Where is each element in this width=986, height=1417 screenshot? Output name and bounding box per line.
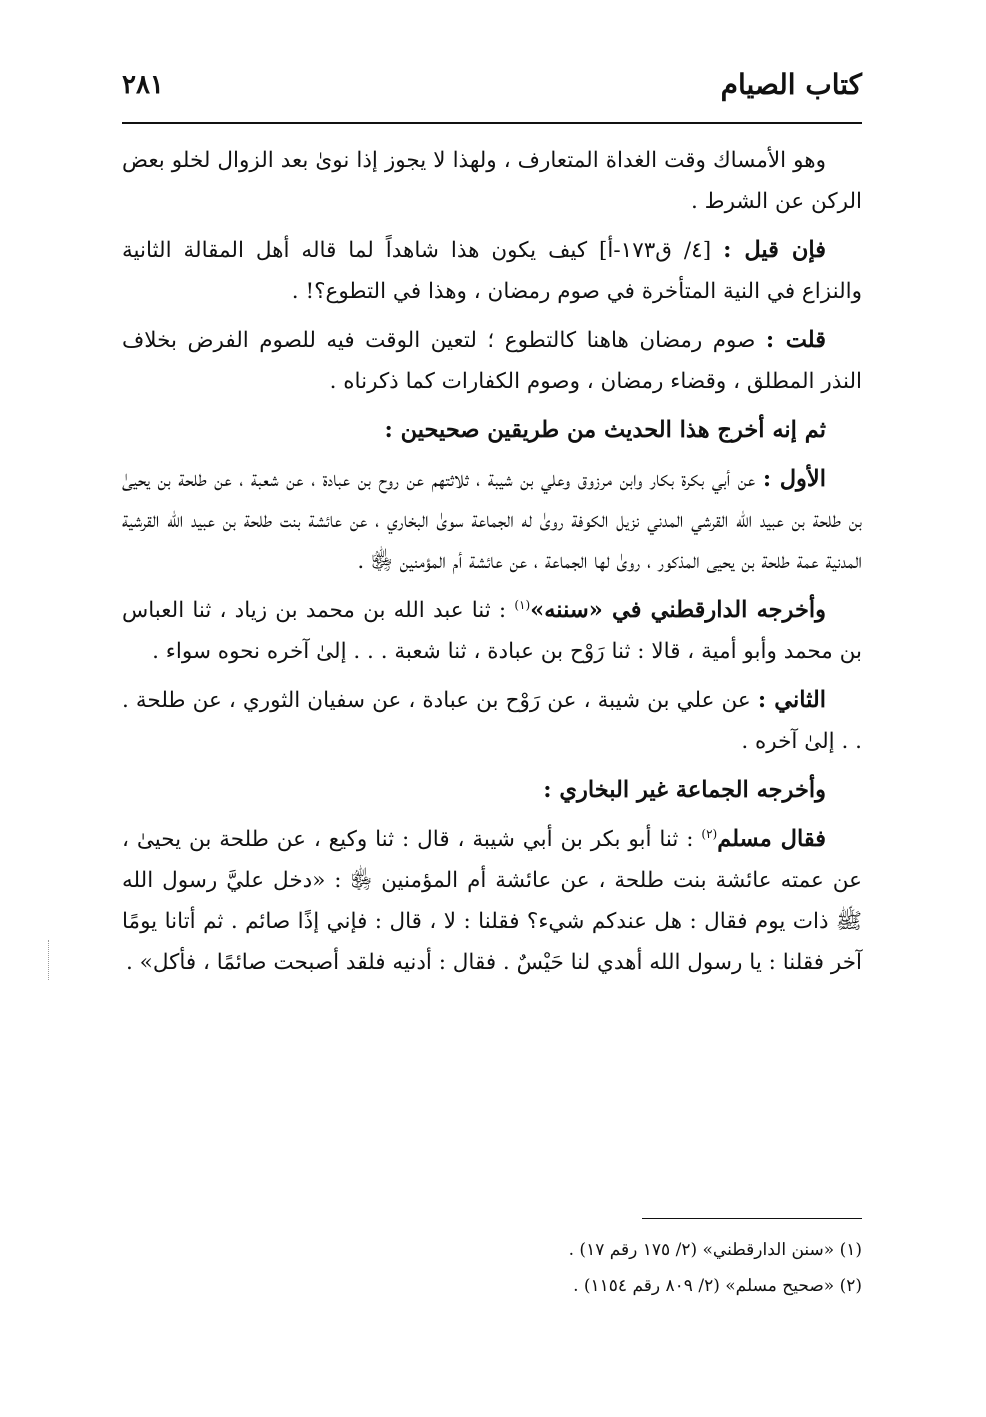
paragraph-text: وهو الأمساك وقت الغداة المتعارف ، ولهذا لا يجوز إذا نوىٰ بعد الزوال لخلو بعض الركن عن الشرط . <box>122 148 862 214</box>
paragraph-6 <box>122 680 862 762</box>
paragraph-lead: وأخرجه الدارقطني في «سننه» <box>530 597 826 623</box>
running-title: كتاب الصيام <box>720 68 862 101</box>
paragraph-text: [٤/ ق١٧٣-أ] كيف يكون هذا شاهداً لما قاله أهل المقالة الثانية والنزاع في النية المتأخرة في صوم رمضان ، وهذا في التطوع؟! . <box>122 238 862 304</box>
paragraph-5 <box>122 590 862 672</box>
paragraph-text: : ثنا عبد الله بن محمد بن زياد ، ثنا العباس بن محمد وأبو أمية ، قالا : ثنا رَوْح بن عبادة ، ثنا شعبة . . . إلىٰ آخره نحوه سواء . <box>122 598 862 664</box>
paragraph-lead: الأول : <box>762 466 827 492</box>
paragraph-3 <box>122 320 862 402</box>
paragraph-4 <box>122 459 862 582</box>
page-number: ٢٨١ <box>122 70 164 100</box>
paragraph-1 <box>122 140 862 222</box>
footnote-ref-1[interactable]: (١) <box>514 597 531 612</box>
page-header <box>122 68 862 114</box>
section-heading-2: وأخرجه الجماعة غير البخاري : <box>543 777 826 803</box>
paragraph-text: عن علي بن شيبة ، عن رَوْح بن عبادة ، عن سفيان الثوري ، عن طلحة . . . إلىٰ آخره . <box>122 688 862 754</box>
paragraph-2 <box>122 230 862 312</box>
paragraph-text: عن أبي بكرة بكار وابن مرزوق وعلي بن شيبة ، ثلاثتهم عن روح بن عبادة ، عن شعبة ، عن طلحة بن يحيىٰ بن طلحة بن عبيد الله القرشي المدني نزيل الكوفة روىٰ له الجماعة سوىٰ البخاري ، عن عائشة بنت طلحة بن عبيد الله القرشية المدنية عمة طلحة بن يحيى المذكور ، روىٰ لها الجماعة ، عن عائشة أم المؤمنين ﵂ . <box>122 467 862 574</box>
main-text <box>122 140 862 991</box>
paragraph-lead: فقال مسلم <box>717 826 826 852</box>
paragraph-7 <box>122 819 862 983</box>
paragraph-text: : ثنا أبو بكر بن أبي شيبة ، قال : ثنا وكيع ، عن طلحة بن يحيىٰ ، عن عمته عائشة بنت طلحة ، عن عائشة أم المؤمنين ﵂ : «دخل عليَّ رسول الله ﷺ ذات يوم فقال : هل عندكم شيء؟ فقلنا : لا ، قال : فإني إذًا صائم . ثم أتانا يومًا آخر فقلنا : يا رسول الله أهدي لنا حَيْسٌ . فقال : أدنيه فلقد أصبحت صائمًا ، فأكل» . <box>122 827 862 975</box>
footnote-divider <box>642 1218 862 1219</box>
paragraph-lead: فإن قيل : <box>723 237 826 263</box>
paragraph-lead: قلت : <box>765 327 826 353</box>
footnote-2: (٢) «صحيح مسلم» (٢/ ٨٠٩ رقم ١١٥٤) . <box>573 1276 862 1296</box>
paragraph-lead: الثاني : <box>757 687 826 713</box>
paragraph-text: صوم رمضان هاهنا كالتطوع ؛ لتعين الوقت فيه للصوم الفرض بخلاف النذر المطلق ، وقضاء رمضان ، وصوم الكفارات كما ذكرناه . <box>122 328 862 394</box>
footnote-ref-2[interactable]: (٢) <box>701 826 718 841</box>
section-heading-1: ثم إنه أخرج هذا الحديث من طريقين صحيحين : <box>384 417 826 443</box>
margin-mark <box>48 940 50 980</box>
footnote-1: (١) «سنن الدارقطني» (٢/ ١٧٥ رقم ١٧) . <box>568 1240 862 1260</box>
footnotes <box>122 1232 862 1304</box>
header-divider <box>122 122 862 124</box>
